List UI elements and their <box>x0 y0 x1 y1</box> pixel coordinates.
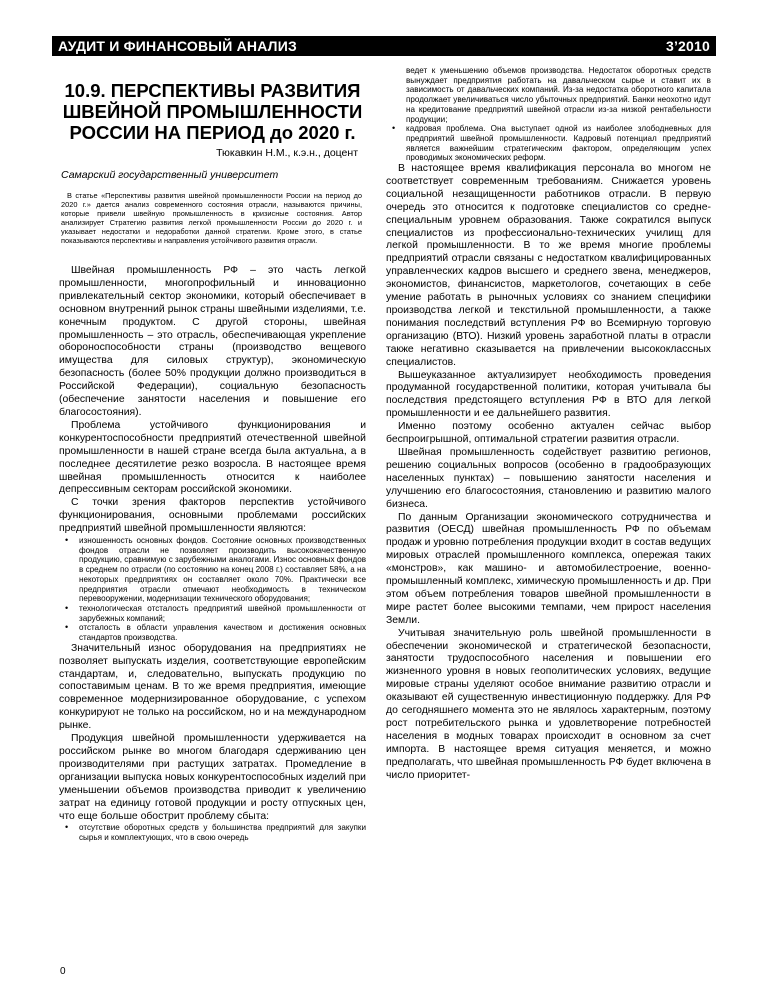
paragraph: Именно поэтому особенно актуален сейчас выбор беспроигрышной, оптимальной стратегии развития отрасли. <box>386 421 711 446</box>
list-continuation <box>386 66 711 163</box>
list-item: • изношенность основных фондов. Состояние основных производственных фондов отрасли не позволяет производить высококачественную продукцию, сравнимую с зарубежными аналогами. Износ основных фондов в среднем по отрасли (по состоянию на конец 2008 г.) составляет 58%, а на некоторых предприятиях он составляет около 70%. Практически все предприятия отрасли отмечают необходимость в техническом перевооружении, модернизации технического оборудования; <box>79 536 366 604</box>
paragraph: Учитывая значительную роль швейной промышленности в обеспечении экономической и стратегической безопасности, занятости трудоспособного населения и повышении его жизненного уровня в новых геополитических условиях, ведущие мировые страны уделяют особое внимание развитию отрасли и оказывают ей существенную инвестиционную поддержку. Для РФ до сегодняшнего момента это не являлось характерным, поэтому рост потребительского рынка и удовлетворение потребностей населения в модных товарах происходит в основном за счет импорта. В настоящее время ситуация меняется, и можно предполагать, что швейная промышленность РФ будет включена в число приоритет- <box>386 627 711 781</box>
article-authors: Тюкавкин Н.М., к.э.н., доцент <box>216 147 358 159</box>
paragraph: По данным Организации экономического сотрудничества и развития (ОЕСД) швейная промышленность РФ по объемам продаж и уровню потребления продукции входит в состав ведущих мировых отраслей промышленного комплекса, опережая таких «монстров», как машино- и автомобилестроение, военно-промышленный комплекс, химическую промышленность и др. При этом объем потребления товаров швейной промышленности в мире растет более высокими темпами, чем прирост населения Земли. <box>386 511 711 626</box>
list-item: • кадровая проблема. Она выступает одной из наиболее злободневных для предприятий швейной промышленности. Кадровый потенциал предприятий является важнейшим стратегическим фактором, определяющим успех проводимых экономических реформ. <box>406 124 711 163</box>
issue-number: 3’2010 <box>665 38 710 54</box>
paragraph: Вышеуказанное актуализирует необходимость проведения продуманной государственной политики, которая учитывала бы последствия предстоящего вступления РФ в ВТО для легкой промышленности и ее дальнейшего развития. <box>386 369 711 420</box>
problems-list <box>59 536 366 643</box>
list-item: • отсталость в области управления качеством и достижения основных стандартов производства. <box>79 623 366 642</box>
left-column <box>59 66 366 843</box>
paragraph: Значительный износ оборудования на предприятиях не позволяет выпускать изделия, соответствующие европейским стандартам, и, следовательно, выпускать продукцию по сопоставимым ценам. В то же время предприятия, имеющие современное модернизированное оборудование, с успехом конкурируют не только на российском, но и на международном рынке. <box>59 642 366 732</box>
paragraph: В настоящее время квалификация персонала во многом не соответствует современным требованиям. Снижается уровень социальной незащищенности работников отрасли. В первую очередь это относится к подготовке специалистов со средне-специальным уровнем образования. Также сократился выпуск специалистов из профессионально-технических училищ для легкой промышленности. В то же время многие проблемы предприятий отрасли связаны с недостатком квалифицированных управленческих кадров высшего и среднего звена, менеджеров, экономистов, финансистов, маркетологов, сочетающих в себе умение работать в рыночных условиях со знанием специфики производства легкой и текстильной промышленности, а также понимания последствий вступления РФ во Всемирную торговую организацию (ВТО). Низкий уровень заработной платы в отрасли также негативно сказывается на привлечении высококлассных специалистов. <box>386 163 711 368</box>
list-item: • технологическая отсталость предприятий швейной промышленности от зарубежных компаний; <box>79 604 366 623</box>
list-item-continuation: ведет к уменьшению объемов производства. Недостаток оборотных средств вынуждает предприятия работать на давальческом сырье и ставит их в зависимость от давальческих компаний. Из-за недостатка оборотного капитала продолжает увеличиваться число убыточных предприятий. Банки неохотно идут на кредитование предприятий швейной отрасли из-за низкой рентабельности продукции; <box>406 66 711 124</box>
paragraph: Швейная промышленность РФ – это часть легкой промышленности, многопрофильный и инновационно привлекательный сектор экономики, который обеспечивает в основном внутренний рынок страны швейными изделиями, т.е. конечным продуктом. С другой стороны, швейная промышленность – это отрасль, обеспечивающая укрепление обороноспособности страны (производство вещевого имущества для силовых структур), экономическую безопасность (более 50% продукции должно производиться в Российской Федерации), социальную безопасность (обеспечение занятости населения и повышение его благосостояния). <box>59 265 366 418</box>
problems-list-continued <box>59 823 366 842</box>
article-title: 10.9. ПЕРСПЕКТИВЫ РАЗВИТИЯ ШВЕЙНОЙ ПРОМЫШЛЕННОСТИ РОССИИ НА ПЕРИОД до 2020 г. <box>62 80 363 143</box>
journal-header <box>52 36 716 56</box>
paragraph: Продукция швейной промышленности удерживается на российском рынке во многом благодаря сдерживанию цен производителями при растущих затратах. Промедление в организации выпуска новых конкурентоспособных изделий при уменьшении объемов производства приводит к увеличению затрат на единицу готовой продукции и росту отпускных цен, что еще больше обострит проблему сбыта: <box>59 733 366 822</box>
paragraph: Швейная промышленность содействует развитию регионов, решению социальных вопросов (особенно в градообразующих населенных пунктах) – повышению занятости населения и улучшению его благосостояния, становлению и развитию малого бизнеса. <box>386 446 711 510</box>
author-affiliation: Самарский государственный университет <box>61 169 279 181</box>
page-number: 0 <box>60 966 66 977</box>
article-abstract: В статье «Перспективы развития швейной промышленности России на период до 2020 г.» дается анализ современного состояния отрасли, называются причины, которые привели швейную промышленность в кризисные состояния. Автор анализирует Стратегию развития легкой промышленности России до 2020 г. и указывает недостатки и недоработки данной стратегии. Кроме этого, в статье показываются перспективы и направления устойчивого развития отрасли. <box>61 191 362 245</box>
right-column <box>386 66 711 783</box>
paragraph: Проблема устойчивого функционирования и конкурентоспособности предприятий отечественной швейной промышленности в нашей стране всегда была актуальна, а в последнее десятилетие резко возросла. В настоящее время швейная промышленность относится к наиболее депрессивным секторам российской экономики. <box>59 419 366 496</box>
paragraph: С точки зрения факторов перспектив устойчивого функционирования, основными проблемами российских предприятий швейной промышленности являются: <box>59 497 366 535</box>
list-item: • отсутствие оборотных средств у большинства предприятий для закупки сырья и комплектующих, что в свою очередь <box>79 823 366 842</box>
journal-title: АУДИТ И ФИНАНСОВЫЙ АНАЛИЗ <box>58 38 297 54</box>
